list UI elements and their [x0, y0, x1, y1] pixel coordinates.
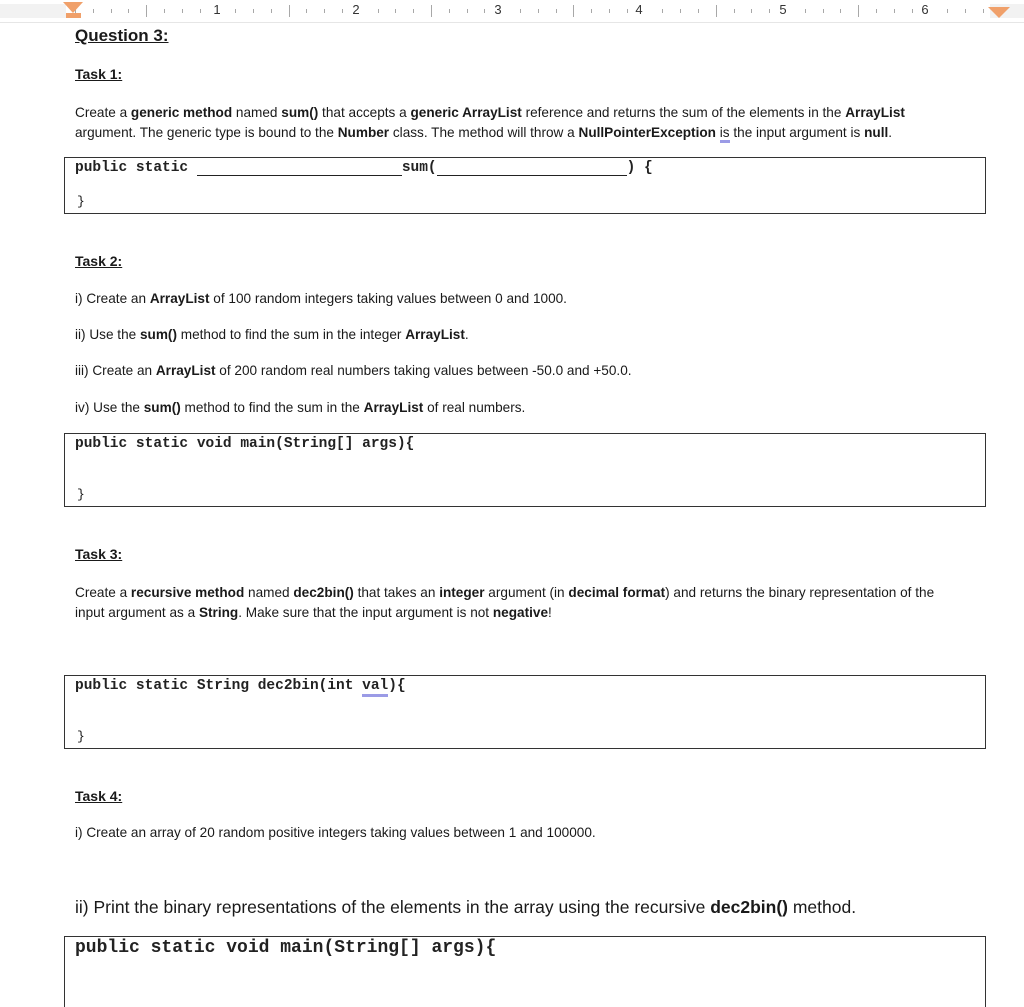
ruler-tick [253, 9, 254, 13]
ruler-tick [182, 9, 183, 13]
task1-text-line2: argument. The generic type is bound to the Number class. The method will throw a NullPointerException is the input argument is null. [75, 122, 892, 143]
task2-item-ii: ii) Use the sum() method to find the sum in the integer ArrayList. [75, 327, 469, 342]
question-title: Question 3: [75, 26, 169, 45]
ruler-tick [306, 9, 307, 13]
task1-code-box[interactable] [64, 157, 986, 214]
spelling-flag[interactable]: is [720, 125, 730, 143]
task2-code-close: } [77, 487, 85, 502]
ruler-tick [823, 9, 824, 13]
task2-item-iv: iv) Use the sum() method to find the sum in the ArrayList of real numbers. [75, 400, 526, 415]
ruler-tick [538, 9, 539, 13]
ruler-tick [271, 9, 272, 13]
ruler-tick [751, 9, 752, 13]
ruler-number: 4 [629, 2, 649, 18]
first-line-indent-marker[interactable] [63, 2, 83, 13]
ruler-tick [947, 9, 948, 13]
ruler-tick [858, 5, 859, 17]
spelling-flag[interactable]: val [362, 678, 388, 697]
parameter-blank[interactable] [437, 161, 627, 176]
left-indent-marker[interactable] [66, 13, 81, 18]
ruler-tick [431, 5, 432, 17]
ruler-tick [93, 9, 94, 13]
task4-code-box[interactable] [64, 936, 986, 1007]
task2-code-box[interactable] [64, 433, 986, 507]
ruler-number: 5 [773, 2, 793, 18]
ruler-tick [449, 9, 450, 13]
ruler-tick [289, 5, 290, 17]
ruler-tick [467, 9, 468, 13]
ruler-tick [378, 9, 379, 13]
ruler-tick [146, 5, 147, 17]
ruler-tick [716, 5, 717, 17]
task1-code-close: } [77, 194, 85, 209]
task3-code-box[interactable] [64, 675, 986, 749]
ruler-tick [484, 9, 485, 13]
task4-heading: Task 4: [75, 788, 123, 804]
task4-item-i: i) Create an array of 20 random positive integers taking values between 1 and 100000. [75, 825, 596, 840]
ruler-tick [662, 9, 663, 13]
ruler-tick [805, 9, 806, 13]
ruler-tick [627, 9, 628, 13]
task3-code-close: } [77, 729, 85, 744]
task4-item-ii: ii) Print the binary representations of the elements in the array using the recursive dec2bin() method. [75, 897, 857, 917]
ruler-tick [520, 9, 521, 13]
task1-heading: Task 1: [75, 66, 123, 82]
ruler-tick [324, 9, 325, 13]
ruler-number: 3 [488, 2, 508, 18]
ruler-number: 2 [346, 2, 366, 18]
ruler-tick [164, 9, 165, 13]
ruler-tick [876, 9, 877, 13]
ruler-tick [395, 9, 396, 13]
ruler-tick [413, 9, 414, 13]
ruler-number: 1 [207, 2, 227, 18]
ruler-tick [128, 9, 129, 13]
task2-item-i: i) Create an ArrayList of 100 random integers taking values between 0 and 1000. [75, 291, 567, 306]
task2-item-iii: iii) Create an ArrayList of 200 random real numbers taking values between -50.0 and +50.0. [75, 363, 632, 378]
ruler-tick [965, 9, 966, 13]
ruler-tick [894, 9, 895, 13]
ruler-number: 6 [915, 2, 935, 18]
ruler-tick [591, 9, 592, 13]
task1-code-signature: public static sum( ) { [75, 160, 653, 176]
ruler-tick [680, 9, 681, 13]
return-type-blank[interactable] [197, 161, 402, 176]
task3-text-line1: Create a recursive method named dec2bin() that takes an integer argument (in decimal format) and returns the binary representation of the [75, 585, 935, 600]
task2-heading: Task 2: [75, 253, 123, 269]
ruler-tick [342, 9, 343, 13]
task3-heading: Task 3: [75, 546, 123, 562]
task3-text-line2: input argument as a String. Make sure that the input argument is not negative! [75, 605, 552, 620]
task3-code-signature: public static String dec2bin(int val){ [75, 678, 406, 694]
ruler-tick [698, 9, 699, 13]
ruler-tick [840, 9, 841, 13]
ruler-tick [912, 9, 913, 13]
ruler-tick [111, 9, 112, 13]
ruler-tick [573, 5, 574, 17]
ruler-tick [734, 9, 735, 13]
task2-code-signature: public static void main(String[] args){ [75, 436, 415, 452]
ruler-tick [200, 9, 201, 13]
ruler-left-margin [0, 4, 66, 18]
right-indent-marker[interactable] [988, 7, 1010, 18]
ruler-tick [983, 9, 984, 13]
ruler [0, 0, 1024, 23]
task1-text-line1: Create a generic method named sum() that accepts a generic ArrayList reference and returns the sum of the elements in the ArrayList [75, 105, 905, 120]
ruler-tick [609, 9, 610, 13]
ruler-tick [556, 9, 557, 13]
ruler-tick [235, 9, 236, 13]
ruler-tick [769, 9, 770, 13]
task4-code-signature: public static void main(String[] args){ [75, 938, 497, 958]
